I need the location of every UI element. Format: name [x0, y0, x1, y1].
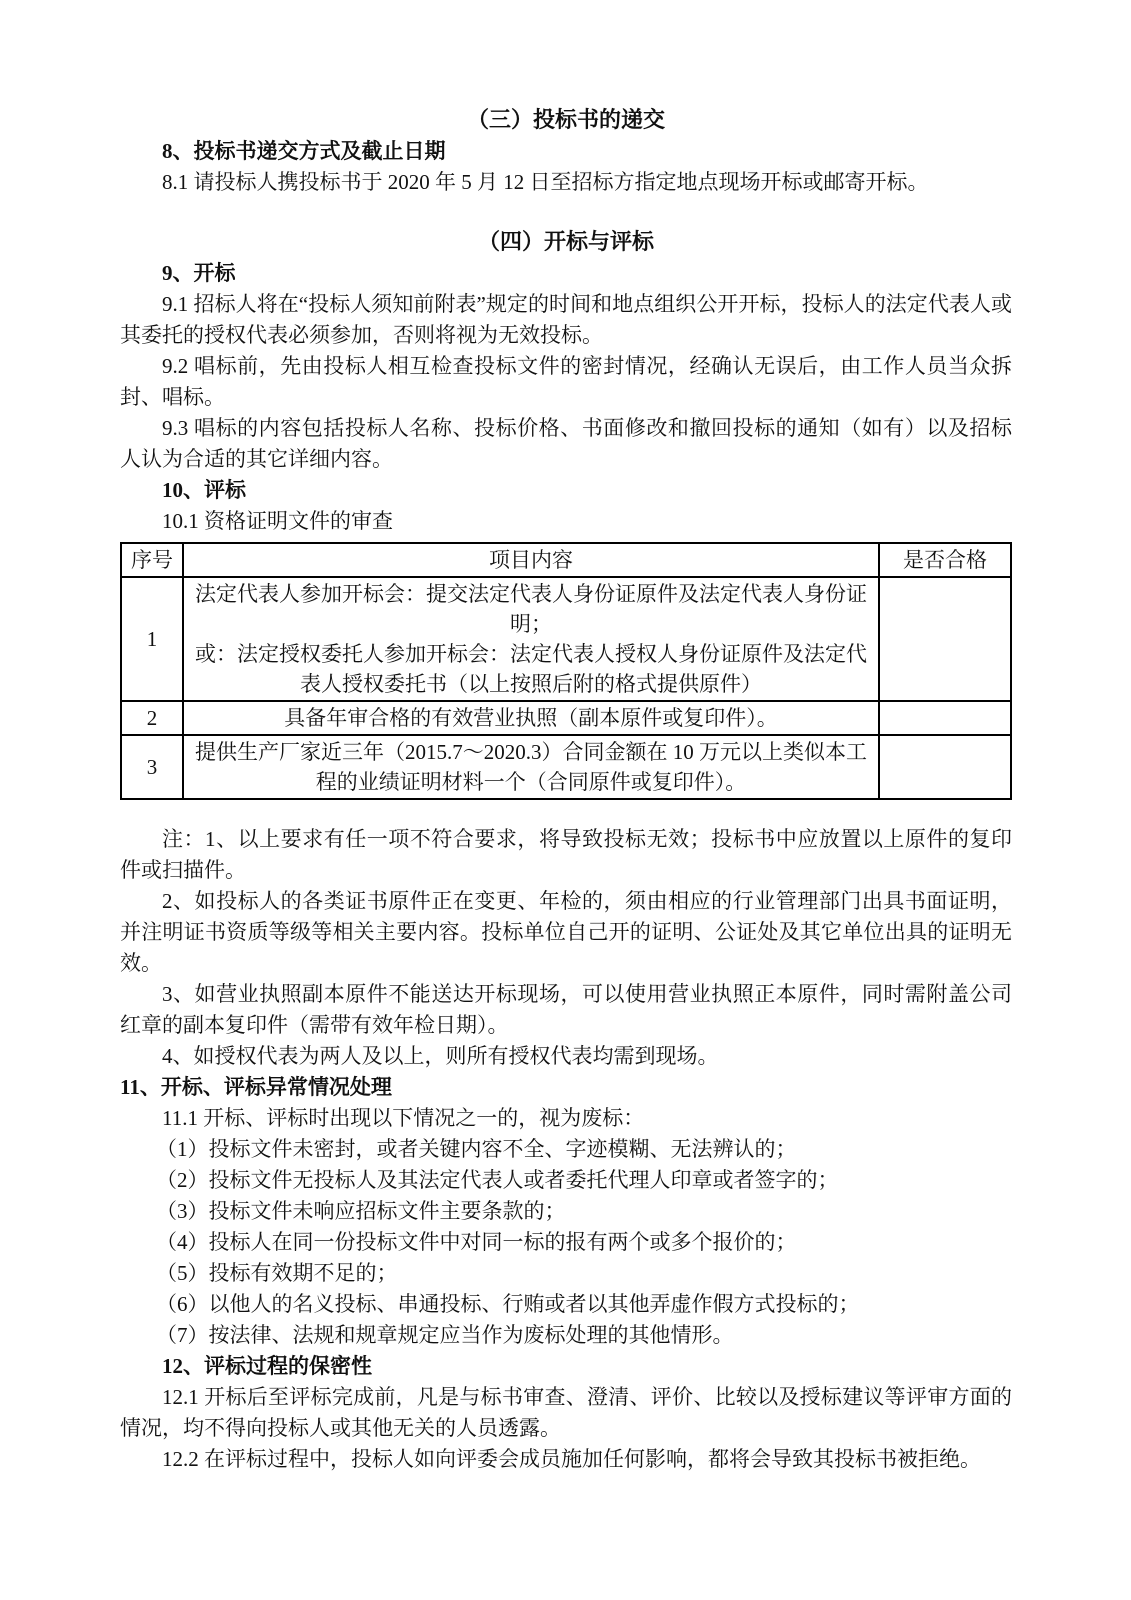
row-item-line: 具备年审合格的有效营业执照（副本原件或复印件）。 [284, 706, 778, 730]
row-item-content [183, 577, 879, 701]
table-row [121, 577, 1011, 701]
pass-cell [879, 577, 1011, 701]
row-item-content [183, 735, 879, 799]
notes-block [120, 824, 1012, 1072]
pass-cell [879, 701, 1011, 735]
para-8-1: 8.1 请投标人携投标书于 2020 年 5 月 12 日至招标方指定地点现场开标或邮寄开标。 [162, 170, 929, 194]
table-row [121, 735, 1011, 799]
invalid-bid-item-2: （2）投标文件无投标人及其法定代表人或者委托代理人印章或者签字的； [156, 1168, 839, 1192]
row-item-content [183, 701, 879, 735]
invalid-bid-item-5: （5）投标有效期不足的； [156, 1261, 398, 1285]
table-row [121, 701, 1011, 735]
row-item-line: 法定代表人参加开标会：提交法定代表人身份证原件及法定代表人身份证明； [195, 582, 867, 636]
heading-10: 10、评标 [162, 478, 246, 502]
heading-9: 9、开标 [162, 261, 236, 285]
heading-8: 8、投标书递交方式及截止日期 [162, 139, 446, 163]
invalid-bid-item-6: （6）以他人的名义投标、串通投标、行贿或者以其他弄虚作假方式投标的； [156, 1292, 860, 1316]
para-11-1: 11.1 开标、评标时出现以下情况之一的，视为废标： [162, 1106, 645, 1130]
para-12-1: 12.1 开标后至评标完成前，凡是与标书审查、澄清、评价、比较以及授标建议等评审方面的情况，均不得向投标人或其他无关的人员透露。 [120, 1385, 1012, 1440]
row-item-line: 提供生产厂家近三年（2015.7～2020.3）合同金额在 10 万元以上类似本工程的业绩证明材料一个（合同原件或复印件）。 [195, 740, 867, 794]
row-item-line: 或：法定授权委托人参加开标会：法定代表人授权人身份证原件及法定代表人授权委托书（以上按照后附的格式提供原件） [195, 642, 867, 696]
col-header-pass: 是否合格 [879, 543, 1011, 577]
col-header-index: 序号 [121, 543, 183, 577]
note-2: 2、如投标人的各类证书原件正在变更、年检的，须由相应的行业管理部门出具书面证明，并注明证书资质等级等相关主要内容。投标单位自己开的证明、公证处及其它单位出具的证明无效。 [120, 889, 1012, 975]
section-4-title: （四）开标与评标 [477, 229, 654, 254]
qualification-review-table [120, 542, 1012, 800]
para-10-1: 10.1 资格证明文件的审查 [162, 509, 393, 533]
invalid-bid-item-4: （4）投标人在同一份投标文件中对同一标的报有两个或多个报价的； [156, 1230, 797, 1254]
invalid-bid-item-7: （7）按法律、法规和规章规定应当作为废标处理的其他情形。 [156, 1323, 734, 1347]
invalid-bid-item-1: （1）投标文件未密封，或者关键内容不全、字迹模糊、无法辨认的； [156, 1137, 797, 1161]
para-9-2: 9.2 唱标前，先由投标人相互检查投标文件的密封情况，经确认无误后，由工作人员当众拆封、唱标。 [120, 354, 1012, 409]
para-12-2: 12.2 在评标过程中，投标人如向评委会成员施加任何影响，都将会导致其投标书被拒绝。 [162, 1447, 981, 1471]
heading-12: 12、评标过程的保密性 [162, 1354, 372, 1378]
row-index: 1 [121, 577, 183, 701]
row-index: 3 [121, 735, 183, 799]
section-3-title: （三）投标书的递交 [466, 107, 665, 132]
pass-cell [879, 735, 1011, 799]
table-header-row [121, 543, 1011, 577]
col-header-item-content: 项目内容 [183, 543, 879, 577]
heading-11: 11、开标、评标异常情况处理 [120, 1075, 392, 1099]
invalid-bid-item-3: （3）投标文件未响应招标文件主要条款的； [156, 1199, 566, 1223]
para-9-1: 9.1 招标人将在“投标人须知前附表”规定的时间和地点组织公开开标，投标人的法定代表人或其委托的授权代表必须参加，否则将视为无效投标。 [120, 292, 1012, 347]
row-index: 2 [121, 701, 183, 735]
note-4: 4、如授权代表为两人及以上，则所有授权代表均需到现场。 [162, 1044, 719, 1068]
para-9-3: 9.3 唱标的内容包括投标人名称、投标价格、书面修改和撤回投标的通知（如有）以及招标人认为合适的其它详细内容。 [120, 416, 1012, 471]
note-3: 3、如营业执照副本原件不能送达开标现场，可以使用营业执照正本原件，同时需附盖公司红章的副本复印件（需带有效年检日期）。 [120, 982, 1012, 1037]
note-1: 注：1、以上要求有任一项不符合要求，将导致投标无效；投标书中应放置以上原件的复印件或扫描件。 [120, 827, 1012, 882]
